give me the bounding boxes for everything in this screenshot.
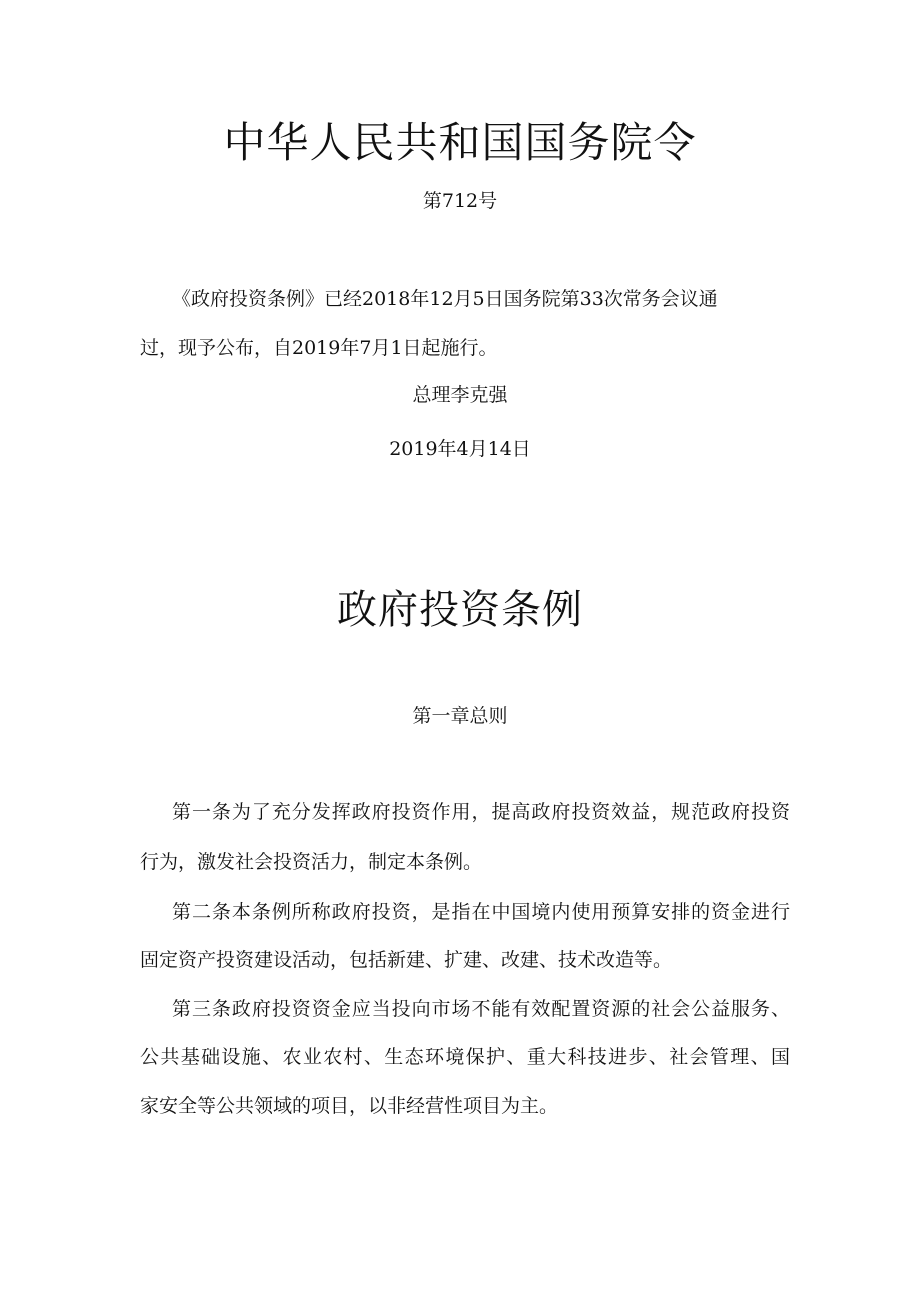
chapter-heading: 第一章总则 [412,705,508,727]
decree-text-line2: 过，现予公布，自2019年7月1日起施行。 [140,337,498,359]
article-1-line-1: 第一条为了充分发挥政府投资作用，提高政府投资效益，规范政府投资 [172,801,790,823]
regulation-title: 政府投资条例 [337,587,583,633]
decree-text-line1: 《政府投资条例》已经2018年12月5日国务院第33次常务会议通 [172,288,718,310]
article-3-line-1: 第三条政府投资资金应当投向市场不能有效配置资源的社会公益服务、 [172,998,790,1020]
decree-number: 第712号 [422,190,498,212]
article-3-line-2: 公共基础设施、农业农村、生态环境保护、重大科技进步、社会管理、国 [140,1046,790,1068]
article-2-line-2: 固定资产投资建设活动，包括新建、扩建、改建、技术改造等。 [140,949,673,971]
decree-title: 中华人民共和国国务院令 [223,118,697,167]
article-3-line-3: 家安全等公共领域的项目，以非经营性项目为主。 [140,1095,559,1117]
decree-date: 2019年4月14日 [389,438,531,460]
decree-signer: 总理李克强 [412,384,508,406]
article-1-line-2: 行为，激发社会投资活力，制定本条例。 [140,851,483,873]
article-2-line-1: 第二条本条例所称政府投资，是指在中国境内使用预算安排的资金进行 [172,901,790,923]
